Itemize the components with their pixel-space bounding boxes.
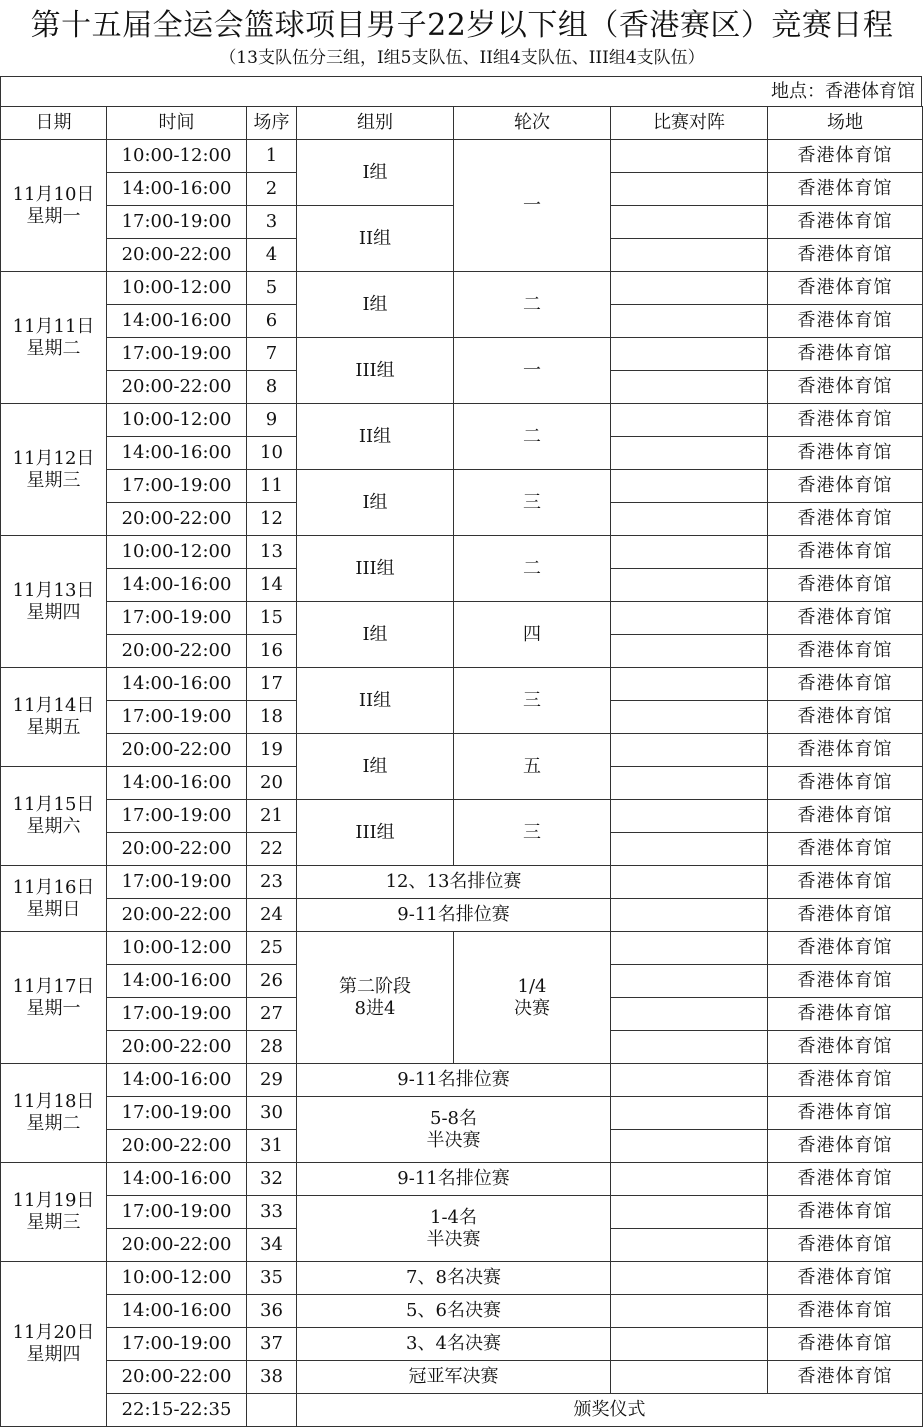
time-cell: 17:00-19:00 [107, 701, 247, 734]
weekday-text: 星期日 [26, 898, 81, 920]
date-text: 11月18日 [12, 1091, 95, 1112]
table-row [1, 1097, 923, 1130]
weekday-text: 星期五 [26, 717, 81, 738]
weekday-text: 星期一 [26, 997, 81, 1019]
venue-cell: 香港体育馆 [768, 833, 923, 866]
time-cell: 20:00-22:00 [107, 1229, 247, 1262]
group-cell: I组 [297, 602, 454, 668]
match-no-cell: 4 [247, 239, 297, 272]
venue-cell: 香港体育馆 [768, 536, 923, 569]
matchup-cell [611, 1361, 768, 1394]
match-no-cell: 34 [247, 1229, 297, 1262]
weekday-text: 星期四 [26, 601, 81, 623]
match-no-cell: 9 [247, 404, 297, 437]
venue-cell: 香港体育馆 [768, 470, 923, 503]
group-cell: II组 [297, 404, 454, 470]
matchup-cell [611, 866, 768, 899]
round-cell: 一 [454, 140, 611, 272]
venue-cell: 香港体育馆 [768, 239, 923, 272]
match-no-cell: 32 [247, 1163, 297, 1196]
round-cell: 五 [454, 734, 611, 800]
matchup-cell [611, 569, 768, 602]
match-no-cell: 7 [247, 338, 297, 371]
group-cell: III组 [297, 536, 454, 602]
matchup-cell [611, 635, 768, 668]
group-cell: I组 [297, 140, 454, 206]
matchup-cell [611, 338, 768, 371]
venue-cell: 香港体育馆 [768, 1361, 923, 1394]
date-cell [1, 1064, 107, 1163]
match-no-cell: 3 [247, 206, 297, 239]
matchup-cell [611, 602, 768, 635]
venue-cell: 香港体育馆 [768, 206, 923, 239]
matchup-cell [611, 305, 768, 338]
match-no-cell: 26 [247, 965, 297, 998]
time-cell: 14:00-16:00 [107, 1064, 247, 1097]
date-text: 11月17日 [12, 975, 95, 997]
classification-cell [297, 1196, 611, 1262]
classification-label: 1-4名 [430, 1206, 477, 1228]
table-row [1, 866, 923, 899]
time-cell: 22:15-22:35 [107, 1394, 247, 1427]
date-text: 11月14日 [12, 695, 95, 716]
weekday-text: 星期三 [26, 1212, 81, 1233]
matchup-cell [611, 470, 768, 503]
round-cell: 四 [454, 602, 611, 668]
table-row [1, 1394, 923, 1427]
date-cell [1, 272, 107, 404]
match-no-cell: 5 [247, 272, 297, 305]
match-no-cell: 12 [247, 503, 297, 536]
date-text: 11月10日 [12, 183, 95, 205]
matchup-cell [611, 701, 768, 734]
match-no-cell: 10 [247, 437, 297, 470]
table-row [1, 1361, 923, 1394]
header-round: 轮次 [454, 107, 611, 140]
matchup-cell [611, 1064, 768, 1097]
matchup-cell [611, 767, 768, 800]
match-no-cell: 13 [247, 536, 297, 569]
matchup-cell [611, 437, 768, 470]
table-row [1, 1262, 923, 1295]
phase2-label: 第二阶段 [339, 975, 411, 997]
matchup-cell [611, 998, 768, 1031]
date-text: 11月19日 [12, 1190, 95, 1211]
match-no-cell [247, 1394, 297, 1427]
matchup-cell [611, 965, 768, 998]
matchup-cell [611, 536, 768, 569]
date-cell [1, 536, 107, 668]
venue-cell: 香港体育馆 [768, 734, 923, 767]
date-text: 11月11日 [12, 315, 95, 337]
venue-cell: 香港体育馆 [768, 635, 923, 668]
round-cell: 三 [454, 800, 611, 866]
match-no-cell: 23 [247, 866, 297, 899]
time-cell: 20:00-22:00 [107, 833, 247, 866]
header-date: 日期 [1, 107, 107, 140]
table-row [1, 932, 923, 965]
matchup-cell [611, 272, 768, 305]
date-text: 11月20日 [12, 1322, 95, 1343]
time-cell: 20:00-22:00 [107, 239, 247, 272]
matchup-cell [611, 371, 768, 404]
venue-cell: 香港体育馆 [768, 602, 923, 635]
match-no-cell: 24 [247, 899, 297, 932]
quarterfinal-sublabel: 决赛 [514, 997, 550, 1019]
time-cell: 10:00-12:00 [107, 536, 247, 569]
table-row [1, 470, 923, 503]
classification-cell: 3、4名决赛 [297, 1328, 611, 1361]
match-no-cell: 1 [247, 140, 297, 173]
match-no-cell: 2 [247, 173, 297, 206]
table-row [1, 272, 923, 305]
page-subtitle: （13支队伍分三组，I组5支队伍、II组4支队伍、III组4支队伍） [219, 48, 705, 68]
location-label: 地点：香港体育馆 [771, 81, 915, 102]
final-cell: 冠亚军决赛 [297, 1361, 611, 1394]
group-cell: II组 [297, 668, 454, 734]
time-cell: 10:00-12:00 [107, 140, 247, 173]
match-no-cell: 27 [247, 998, 297, 1031]
matchup-cell [611, 206, 768, 239]
venue-cell: 香港体育馆 [768, 866, 923, 899]
weekday-text: 星期二 [26, 337, 81, 359]
venue-cell: 香港体育馆 [768, 1262, 923, 1295]
venue-cell: 香港体育馆 [768, 569, 923, 602]
round-cell: 二 [454, 272, 611, 338]
venue-cell: 香港体育馆 [768, 668, 923, 701]
matchup-cell [611, 899, 768, 932]
time-cell: 17:00-19:00 [107, 1097, 247, 1130]
table-row [1, 1064, 923, 1097]
time-cell: 10:00-12:00 [107, 272, 247, 305]
group-cell: I组 [297, 734, 454, 800]
matchup-cell [611, 1031, 768, 1064]
venue-cell: 香港体育馆 [768, 1031, 923, 1064]
time-cell: 20:00-22:00 [107, 899, 247, 932]
venue-cell: 香港体育馆 [768, 1229, 923, 1262]
weekday-text: 星期三 [26, 469, 81, 491]
group-cell: I组 [297, 470, 454, 536]
time-cell: 20:00-22:00 [107, 1130, 247, 1163]
match-no-cell: 30 [247, 1097, 297, 1130]
time-cell: 14:00-16:00 [107, 668, 247, 701]
time-cell: 20:00-22:00 [107, 503, 247, 536]
matchup-cell [611, 1196, 768, 1229]
match-no-cell: 8 [247, 371, 297, 404]
matchup-cell [611, 833, 768, 866]
table-row [1, 140, 923, 173]
match-no-cell: 17 [247, 668, 297, 701]
time-cell: 14:00-16:00 [107, 173, 247, 206]
match-no-cell: 29 [247, 1064, 297, 1097]
venue-cell: 香港体育馆 [768, 767, 923, 800]
group-cell: I组 [297, 272, 454, 338]
time-cell: 20:00-22:00 [107, 1361, 247, 1394]
group-cell: III组 [297, 338, 454, 404]
match-no-cell: 38 [247, 1361, 297, 1394]
match-no-cell: 14 [247, 569, 297, 602]
time-cell: 14:00-16:00 [107, 305, 247, 338]
round-cell: 三 [454, 668, 611, 734]
classification-cell: 5、6名决赛 [297, 1295, 611, 1328]
page-title: 第十五届全运会篮球项目男子22岁以下组（香港赛区）竞赛日程 [30, 8, 894, 43]
table-row [1, 602, 923, 635]
venue-cell: 香港体育馆 [768, 1097, 923, 1130]
location-row [0, 76, 922, 106]
match-no-cell: 6 [247, 305, 297, 338]
table-row [1, 734, 923, 767]
date-text: 11月13日 [12, 579, 95, 601]
venue-cell: 香港体育馆 [768, 701, 923, 734]
match-no-cell: 19 [247, 734, 297, 767]
date-cell [1, 404, 107, 536]
table-row [1, 668, 923, 701]
date-cell [1, 1262, 107, 1427]
matchup-cell [611, 800, 768, 833]
time-cell: 20:00-22:00 [107, 734, 247, 767]
matchup-cell [611, 734, 768, 767]
classification-cell: 9-11名排位赛 [297, 899, 611, 932]
match-no-cell: 15 [247, 602, 297, 635]
match-no-cell: 18 [247, 701, 297, 734]
match-no-cell: 25 [247, 932, 297, 965]
matchup-cell [611, 1229, 768, 1262]
matchup-cell [611, 404, 768, 437]
venue-cell: 香港体育馆 [768, 932, 923, 965]
time-cell: 14:00-16:00 [107, 569, 247, 602]
time-cell: 17:00-19:00 [107, 866, 247, 899]
classification-sublabel: 半决赛 [426, 1228, 481, 1250]
round-cell: 二 [454, 404, 611, 470]
venue-cell: 香港体育馆 [768, 305, 923, 338]
date-cell [1, 866, 107, 932]
time-cell: 17:00-19:00 [107, 602, 247, 635]
matchup-cell [611, 1130, 768, 1163]
phase2-group-cell [297, 932, 454, 1064]
time-cell: 17:00-19:00 [107, 800, 247, 833]
match-no-cell: 11 [247, 470, 297, 503]
match-no-cell: 37 [247, 1328, 297, 1361]
table-row [1, 404, 923, 437]
matchup-cell [611, 173, 768, 206]
classification-label: 5-8名 [430, 1107, 477, 1129]
matchup-cell [611, 1262, 768, 1295]
classification-cell: 12、13名排位赛 [297, 866, 611, 899]
weekday-text: 星期二 [26, 1113, 81, 1134]
phase2-sublabel: 8进4 [354, 997, 396, 1019]
time-cell: 10:00-12:00 [107, 404, 247, 437]
matchup-cell [611, 140, 768, 173]
date-cell [1, 767, 107, 866]
time-cell: 10:00-12:00 [107, 932, 247, 965]
match-no-cell: 28 [247, 1031, 297, 1064]
table-row [1, 1295, 923, 1328]
time-cell: 14:00-16:00 [107, 965, 247, 998]
round-cell: 三 [454, 470, 611, 536]
venue-cell: 香港体育馆 [768, 998, 923, 1031]
time-cell: 14:00-16:00 [107, 1163, 247, 1196]
matchup-cell [611, 239, 768, 272]
round-cell: 一 [454, 338, 611, 404]
matchup-cell [611, 932, 768, 965]
date-text: 11月16日 [12, 876, 95, 898]
group-cell: II组 [297, 206, 454, 272]
table-row [1, 1163, 923, 1196]
venue-cell: 香港体育馆 [768, 371, 923, 404]
venue-cell: 香港体育馆 [768, 1163, 923, 1196]
matchup-cell [611, 503, 768, 536]
venue-cell: 香港体育馆 [768, 437, 923, 470]
date-text: 11月15日 [12, 794, 95, 815]
match-no-cell: 33 [247, 1196, 297, 1229]
venue-cell: 香港体育馆 [768, 800, 923, 833]
venue-cell: 香港体育馆 [768, 1295, 923, 1328]
table-row [1, 338, 923, 371]
venue-cell: 香港体育馆 [768, 1328, 923, 1361]
schedule-table [0, 106, 923, 1427]
matchup-cell [611, 1097, 768, 1130]
classification-cell: 9-11名排位赛 [297, 1163, 611, 1196]
date-text: 11月12日 [12, 447, 95, 469]
venue-cell: 香港体育馆 [768, 173, 923, 206]
time-cell: 14:00-16:00 [107, 767, 247, 800]
match-no-cell: 35 [247, 1262, 297, 1295]
time-cell: 17:00-19:00 [107, 998, 247, 1031]
time-cell: 20:00-22:00 [107, 635, 247, 668]
date-cell [1, 932, 107, 1064]
weekday-text: 星期四 [26, 1344, 81, 1365]
table-row [1, 800, 923, 833]
venue-cell: 香港体育馆 [768, 503, 923, 536]
venue-cell: 香港体育馆 [768, 965, 923, 998]
time-cell: 17:00-19:00 [107, 1196, 247, 1229]
match-no-cell: 16 [247, 635, 297, 668]
venue-cell: 香港体育馆 [768, 140, 923, 173]
date-cell [1, 1163, 107, 1262]
matchup-cell [611, 1328, 768, 1361]
time-cell: 10:00-12:00 [107, 1262, 247, 1295]
round-cell: 二 [454, 536, 611, 602]
time-cell: 17:00-19:00 [107, 1328, 247, 1361]
venue-cell: 香港体育馆 [768, 899, 923, 932]
venue-cell: 香港体育馆 [768, 272, 923, 305]
table-row [1, 899, 923, 932]
match-no-cell: 36 [247, 1295, 297, 1328]
classification-cell: 7、8名决赛 [297, 1262, 611, 1295]
date-cell [1, 140, 107, 272]
matchup-cell [611, 1295, 768, 1328]
match-no-cell: 31 [247, 1130, 297, 1163]
header-venue: 场地 [768, 107, 923, 140]
phase2-round-cell [454, 932, 611, 1064]
quarterfinal-label: 1/4 [517, 975, 547, 997]
table-row [1, 1196, 923, 1229]
venue-cell: 香港体育馆 [768, 338, 923, 371]
venue-cell: 香港体育馆 [768, 1196, 923, 1229]
table-row [1, 1328, 923, 1361]
time-cell: 17:00-19:00 [107, 338, 247, 371]
group-cell: III组 [297, 800, 454, 866]
matchup-cell [611, 668, 768, 701]
classification-cell [297, 1097, 611, 1163]
match-no-cell: 21 [247, 800, 297, 833]
match-no-cell: 22 [247, 833, 297, 866]
venue-cell: 香港体育馆 [768, 1064, 923, 1097]
table-header-row [1, 107, 923, 140]
time-cell: 14:00-16:00 [107, 1295, 247, 1328]
header-matchup: 比赛对阵 [611, 107, 768, 140]
date-cell [1, 668, 107, 767]
classification-cell: 9-11名排位赛 [297, 1064, 611, 1097]
table-row [1, 536, 923, 569]
time-cell: 17:00-19:00 [107, 206, 247, 239]
match-no-cell: 20 [247, 767, 297, 800]
venue-cell: 香港体育馆 [768, 1130, 923, 1163]
time-cell: 20:00-22:00 [107, 371, 247, 404]
venue-cell: 香港体育馆 [768, 404, 923, 437]
header-match-no: 场序 [247, 107, 297, 140]
header-time: 时间 [107, 107, 247, 140]
time-cell: 17:00-19:00 [107, 470, 247, 503]
weekday-text: 星期六 [26, 816, 81, 837]
classification-sublabel: 半决赛 [426, 1129, 481, 1151]
header-group: 组别 [297, 107, 454, 140]
weekday-text: 星期一 [26, 205, 81, 227]
matchup-cell [611, 1163, 768, 1196]
time-cell: 14:00-16:00 [107, 437, 247, 470]
time-cell: 20:00-22:00 [107, 1031, 247, 1064]
ceremony-cell: 颁奖仪式 [297, 1394, 923, 1427]
